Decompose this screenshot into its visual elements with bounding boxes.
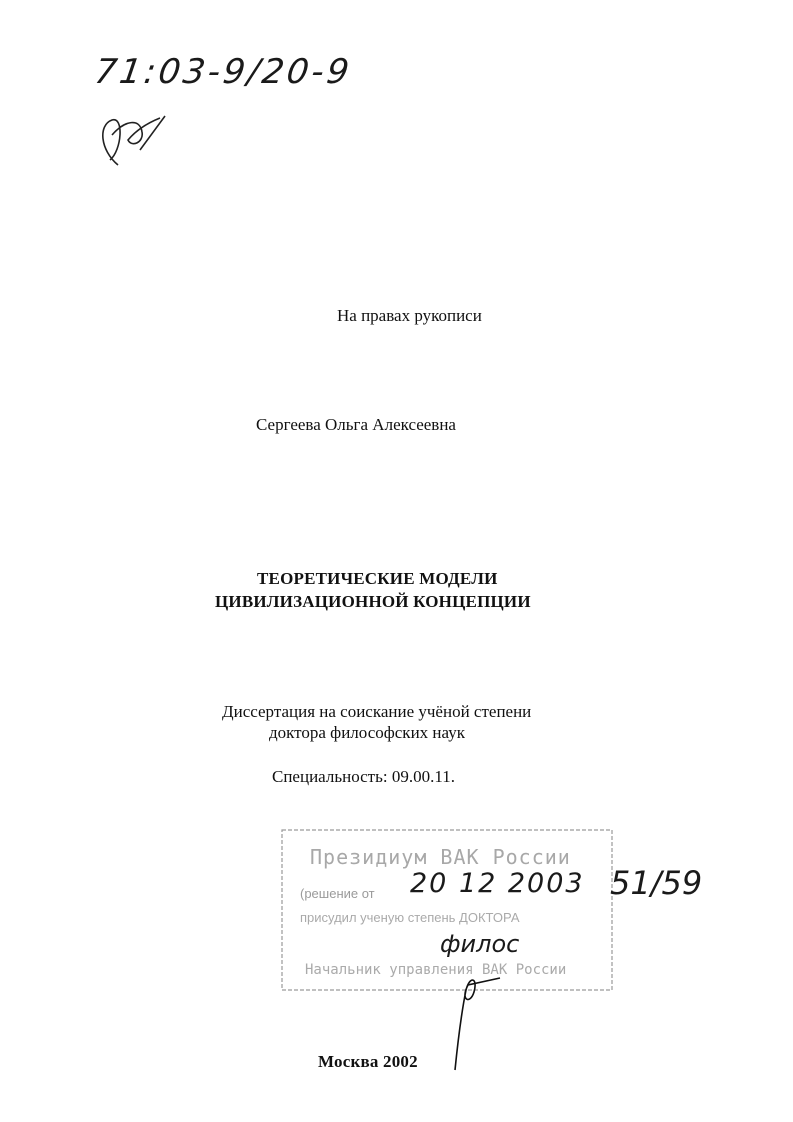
place-year: Москва 2002 — [318, 1052, 418, 1071]
archive-code: 71:03-9/20-9 — [92, 52, 355, 92]
initials-scribble — [103, 116, 165, 165]
stamp-date: 20 12 2003 — [410, 868, 585, 899]
stamp-line-2-prefix: (решение от — [300, 886, 375, 901]
degree-line-2: доктора философских наук — [269, 723, 465, 742]
title-line-1: ТЕОРЕТИЧЕСКИЕ МОДЕЛИ — [257, 569, 498, 588]
specialty: Специальность: 09.00.11. — [272, 767, 455, 786]
degree-line-1: Диссертация на соискание учёной степени — [222, 702, 532, 721]
signature — [455, 978, 500, 1070]
stamp-number: 51/59 — [610, 864, 703, 902]
stamp-line-3: присудил ученую степень ДОКТОРА — [300, 910, 520, 925]
stamp-discipline-handwritten: филос — [440, 930, 520, 958]
title-line-2: ЦИВИЛИЗАЦИОННОЙ КОНЦЕПЦИИ — [215, 592, 531, 611]
rights-note: На правах рукописи — [337, 306, 482, 325]
stamp-line-4: Начальник управления ВАК России — [305, 962, 567, 978]
stamp-line-1: Президиум ВАК России — [310, 845, 571, 869]
author-name: Сергеева Ольга Алексеевна — [256, 415, 456, 434]
